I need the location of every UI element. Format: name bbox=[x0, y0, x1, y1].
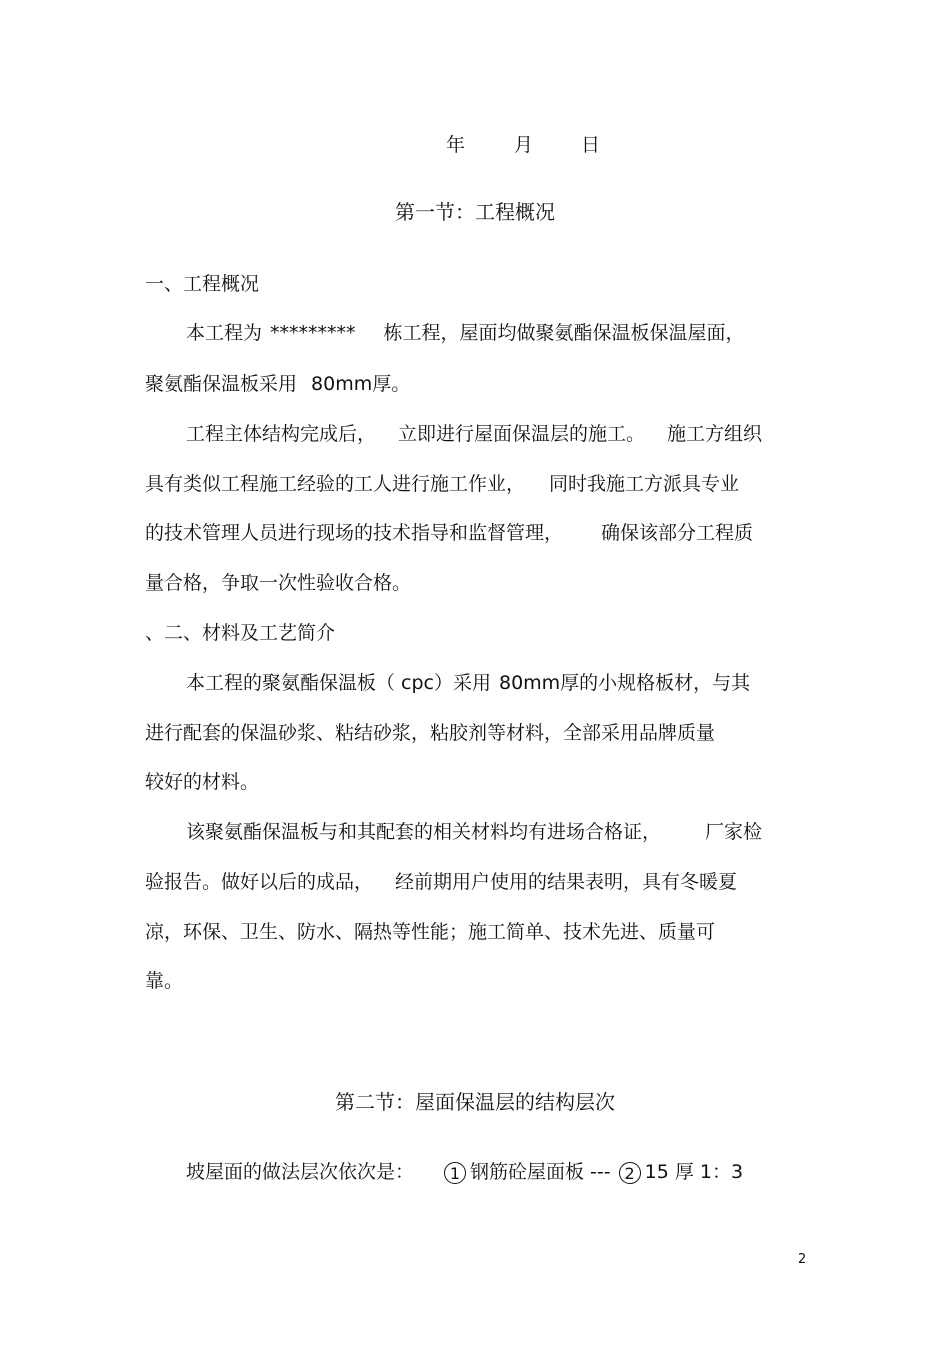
paragraph-2-line-3 bbox=[145, 521, 753, 545]
paragraph-2-line-1 bbox=[186, 422, 762, 446]
s2-text-a: 坡屋面的做法层次依次是： bbox=[186, 1161, 415, 1183]
date-year: 年 bbox=[446, 134, 466, 156]
paragraph-3-line-1 bbox=[186, 671, 750, 695]
p1-text-d: 聚氨酯保温板采用 bbox=[145, 373, 298, 395]
p2-text-c: 施工方组织 bbox=[667, 423, 763, 445]
date-day: 日 bbox=[581, 134, 601, 156]
section1-title: 第一节：工程概况 bbox=[395, 200, 555, 224]
p3-text-a: 本工程的聚氨酯保温板（ bbox=[186, 672, 396, 694]
paragraph-2-line-4: 量合格，争取一次性验收合格。 bbox=[145, 572, 412, 594]
paragraph-4-line-1 bbox=[186, 820, 762, 844]
p1-masked-name: ********* bbox=[270, 322, 356, 344]
s2-text-c: 15 厚 1：3 bbox=[644, 1161, 744, 1183]
paragraph-1-line-2 bbox=[145, 372, 410, 396]
s2-text-b: 钢筋砼屋面板 --- bbox=[470, 1161, 611, 1183]
paragraph-2-line-2 bbox=[145, 472, 739, 496]
p1-text-c: 栋工程，屋面均做聚氨酯保温板保温屋面， bbox=[383, 322, 745, 344]
p3-text-c: 80mm厚的小规格板材，与其 bbox=[498, 672, 751, 694]
p4-text-a: 该聚氨酯保温板与和其配套的相关材料均有进场合格证， bbox=[186, 821, 662, 843]
p2-text-f: 的技术管理人员进行现场的技术指导和监督管理， bbox=[145, 522, 564, 544]
paragraph-4-line-4: 靠。 bbox=[145, 970, 184, 992]
page-number: 2 bbox=[798, 1252, 807, 1267]
p1-text-a: 本工程为 bbox=[186, 322, 263, 344]
circled-number-1: 1 bbox=[444, 1162, 466, 1184]
p4-text-b: 厂家检 bbox=[705, 821, 763, 843]
p2-text-a: 工程主体结构完成后， bbox=[186, 423, 377, 445]
section2-title: 第二节：屋面保温层的结构层次 bbox=[335, 1090, 615, 1114]
p2-text-g: 确保该部分工程质 bbox=[601, 522, 754, 544]
p4-text-d: 经前期用户使用的结果表明，具有冬暖夏 bbox=[395, 871, 738, 893]
paragraph-4-line-3: 凉，环保、卫生、防水、隔热等性能；施工简单、技术先进、质量可 bbox=[145, 921, 716, 943]
p2-text-b: 立即进行屋面保温层的施工。 bbox=[398, 423, 646, 445]
section2-paragraph-line-1 bbox=[186, 1160, 743, 1184]
circled-number-2: 2 bbox=[619, 1162, 641, 1184]
paragraph-3-line-2: 进行配套的保温砂浆、粘结砂浆，粘胶剂等材料，全部采用品牌质量 bbox=[145, 722, 716, 744]
p3-text-b: cpc）采用 bbox=[401, 672, 491, 694]
p2-text-e: 同时我施工方派具专业 bbox=[549, 473, 740, 495]
paragraph-3-line-3: 较好的材料。 bbox=[145, 771, 260, 793]
paragraph-1-line-1 bbox=[186, 321, 745, 345]
p4-text-c: 验报告。做好以后的成品， bbox=[145, 871, 374, 893]
section1-subheading-2: 、二、材料及工艺简介 bbox=[145, 622, 336, 644]
p1-text-e: 80mm厚。 bbox=[311, 373, 411, 395]
date-month: 月 bbox=[514, 134, 534, 156]
section1-subheading-1: 一、工程概况 bbox=[145, 273, 260, 295]
paragraph-4-line-2 bbox=[145, 870, 737, 894]
p2-text-d: 具有类似工程施工经验的工人进行施工作业， bbox=[145, 473, 526, 495]
